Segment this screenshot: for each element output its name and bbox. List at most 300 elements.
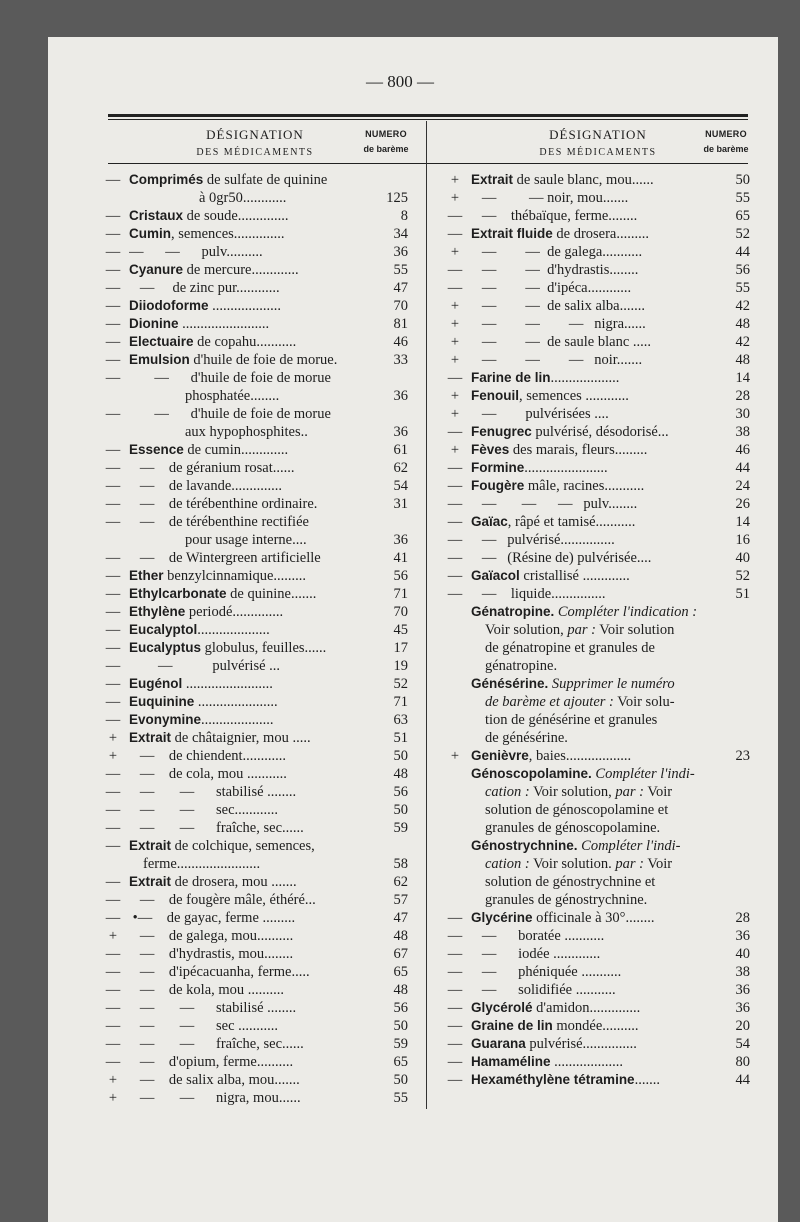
column-divider bbox=[426, 121, 427, 1109]
bareme-number: 36 bbox=[393, 424, 408, 440]
bareme-number: 52 bbox=[393, 676, 408, 692]
dash-marker: — bbox=[105, 910, 121, 926]
entry-detail: — — — noir....... bbox=[471, 352, 643, 368]
entry-detail: ....... bbox=[634, 1072, 660, 1088]
entry-detail: Voir solution. bbox=[529, 856, 616, 872]
dash-marker: — bbox=[105, 622, 121, 638]
entry-line bbox=[103, 171, 408, 189]
bareme-number: 20 bbox=[735, 1018, 750, 1034]
bareme-number: 48 bbox=[393, 982, 408, 998]
dash-marker: — bbox=[447, 1036, 463, 1052]
entry-term: Formine bbox=[471, 460, 525, 475]
dash-marker: — bbox=[105, 658, 121, 674]
entry-term: Electuaire bbox=[129, 334, 194, 349]
entry-term: Extrait bbox=[471, 172, 514, 187]
entry-line bbox=[445, 945, 750, 963]
entry-text bbox=[129, 495, 370, 513]
entry-text bbox=[129, 621, 370, 639]
bareme-number: 38 bbox=[735, 424, 750, 440]
bareme-number: 48 bbox=[393, 766, 408, 782]
entry-line bbox=[445, 891, 750, 909]
entry-line bbox=[445, 693, 750, 711]
entry-text bbox=[129, 999, 370, 1017]
entry-detail: benzylcinnamique......... bbox=[163, 568, 307, 584]
plus-marker: + bbox=[450, 244, 460, 260]
entry-detail: de soude.............. bbox=[183, 208, 289, 224]
bareme-number: 65 bbox=[393, 964, 408, 980]
entry-line bbox=[103, 315, 408, 333]
dash-marker: — bbox=[105, 586, 121, 602]
entry-detail: ....................... bbox=[524, 460, 608, 476]
dash-marker: — bbox=[105, 820, 121, 836]
bareme-number: 28 bbox=[735, 388, 750, 404]
entry-detail: — — pulv.......... bbox=[129, 244, 263, 260]
dash-marker: — bbox=[105, 298, 121, 314]
entry-text bbox=[471, 495, 712, 513]
entry-line bbox=[445, 765, 750, 783]
entry-line bbox=[103, 459, 408, 477]
numero-label: NUMERO bbox=[365, 129, 407, 139]
bareme-number: 36 bbox=[735, 928, 750, 944]
entry-text bbox=[471, 477, 712, 495]
entry-detail: periodé.............. bbox=[185, 604, 284, 620]
entry-line bbox=[103, 261, 408, 279]
bareme-number: 47 bbox=[393, 910, 408, 926]
entry-line bbox=[103, 981, 408, 999]
entry-detail: de sulfate de quinine bbox=[203, 172, 328, 188]
dash-marker: — bbox=[447, 532, 463, 548]
entry-detail: ................... bbox=[550, 370, 620, 386]
bareme-number: 59 bbox=[393, 820, 408, 836]
dash-marker: — bbox=[447, 964, 463, 980]
numero-label: NUMERO bbox=[705, 129, 747, 139]
entry-text bbox=[129, 729, 370, 747]
entry-line bbox=[445, 675, 750, 693]
entry-line bbox=[445, 837, 750, 855]
entry-detail: de génatropine et granules de bbox=[485, 640, 655, 656]
bareme-number: 23 bbox=[735, 748, 750, 764]
entry-text bbox=[471, 603, 750, 621]
dash-marker: — bbox=[447, 586, 463, 602]
entry-line bbox=[445, 783, 750, 801]
entry-term: Fenouil bbox=[471, 388, 519, 403]
entry-text bbox=[129, 1017, 370, 1035]
entry-line bbox=[445, 315, 750, 333]
entry-line bbox=[103, 495, 408, 513]
entry-term: Evonymine bbox=[129, 712, 202, 727]
entry-line bbox=[103, 855, 408, 873]
entry-text bbox=[129, 585, 370, 603]
entry-text bbox=[129, 639, 370, 657]
entry-line bbox=[445, 225, 750, 243]
entry-line bbox=[103, 657, 408, 675]
bareme-number: 36 bbox=[393, 532, 408, 548]
entry-detail: — — de salix alba....... bbox=[471, 298, 645, 314]
entry-line bbox=[445, 801, 750, 819]
entry-text bbox=[471, 999, 712, 1017]
entry-line bbox=[103, 333, 408, 351]
entry-text bbox=[129, 981, 370, 999]
dash-marker: — bbox=[105, 280, 121, 296]
entry-text bbox=[471, 531, 712, 549]
bareme-number: 71 bbox=[393, 586, 408, 602]
entry-line bbox=[445, 531, 750, 549]
dash-marker: — bbox=[105, 550, 121, 566]
entry-line bbox=[103, 945, 408, 963]
plus-marker: + bbox=[108, 730, 118, 746]
entry-detail: Voir solution bbox=[595, 622, 675, 638]
entry-line bbox=[103, 207, 408, 225]
entry-text bbox=[185, 387, 370, 405]
entry-detail: de cumin............. bbox=[183, 442, 289, 458]
entry-line bbox=[445, 297, 750, 315]
plus-marker: + bbox=[450, 748, 460, 764]
dash-marker: — bbox=[447, 478, 463, 494]
entry-text bbox=[129, 819, 370, 837]
entry-detail: — — fraîche, sec...... bbox=[129, 1036, 304, 1052]
entry-detail: — de géranium rosat...... bbox=[129, 460, 295, 476]
plus-marker: + bbox=[108, 1090, 118, 1106]
entry-line bbox=[445, 207, 750, 225]
entry-detail: pulvérisé............... bbox=[525, 1036, 637, 1052]
entry-detail: — pulvérisé ... bbox=[129, 658, 281, 674]
entry-text bbox=[129, 333, 370, 351]
entry-line bbox=[445, 711, 750, 729]
bareme-number: 42 bbox=[735, 298, 750, 314]
entry-text bbox=[471, 297, 712, 315]
entry-detail: .................... bbox=[197, 622, 270, 638]
bareme-number: 44 bbox=[735, 460, 750, 476]
dash-marker: — bbox=[105, 352, 121, 368]
entry-detail: — de zinc pur............ bbox=[129, 280, 280, 296]
entry-text bbox=[129, 837, 408, 855]
bareme-number: 16 bbox=[735, 532, 750, 548]
entry-text bbox=[129, 171, 408, 189]
entry-detail: — (Résine de) pulvérisée.... bbox=[471, 550, 652, 566]
entry-term: Fèves bbox=[471, 442, 510, 457]
entry-line bbox=[103, 297, 408, 315]
bareme-number: 70 bbox=[393, 604, 408, 620]
entry-detail: globulus, feuilles...... bbox=[201, 640, 327, 656]
bareme-number: 52 bbox=[735, 568, 750, 584]
entry-term: Génésérine. bbox=[471, 676, 549, 691]
entry-line bbox=[103, 711, 408, 729]
dash-marker: — bbox=[105, 1036, 121, 1052]
dash-marker: — bbox=[447, 208, 463, 224]
entry-text bbox=[199, 189, 370, 207]
entry-term: Extrait bbox=[129, 838, 172, 853]
entry-detail: — — sec............ bbox=[129, 802, 279, 818]
right-designation-header bbox=[518, 127, 678, 158]
entry-text bbox=[129, 747, 370, 765]
dash-marker: — bbox=[447, 1054, 463, 1070]
dash-marker: — bbox=[105, 874, 121, 890]
entry-text bbox=[129, 891, 370, 909]
dash-marker: — bbox=[105, 370, 121, 386]
entry-detail: — de salix alba, mou....... bbox=[129, 1072, 300, 1088]
dash-marker: — bbox=[105, 334, 121, 350]
bareme-number: 50 bbox=[393, 802, 408, 818]
entry-detail: — de galega, mou.......... bbox=[129, 928, 294, 944]
entry-detail: — d'ipécacuanha, ferme..... bbox=[129, 964, 310, 980]
entry-term: Diiodoforme bbox=[129, 298, 209, 313]
entry-text bbox=[129, 801, 370, 819]
bareme-number: 70 bbox=[393, 298, 408, 314]
entry-line bbox=[103, 819, 408, 837]
entry-line bbox=[445, 585, 750, 603]
entry-line bbox=[445, 261, 750, 279]
entry-detail: pour usage interne.... bbox=[185, 532, 307, 548]
bareme-number: 56 bbox=[393, 1000, 408, 1016]
entry-detail: à 0gr50............ bbox=[199, 190, 287, 206]
bareme-number: 56 bbox=[393, 784, 408, 800]
dash-marker: — bbox=[105, 1054, 121, 1070]
entry-detail: granules de génostrychnine. bbox=[485, 892, 648, 908]
entry-line bbox=[445, 279, 750, 297]
plus-marker: + bbox=[108, 1072, 118, 1088]
dash-marker: — bbox=[105, 1000, 121, 1016]
bareme-number: 44 bbox=[735, 244, 750, 260]
entry-line bbox=[445, 639, 750, 657]
entry-text bbox=[471, 351, 712, 369]
bareme-number: 50 bbox=[393, 1072, 408, 1088]
entry-detail: — d'huile de foie de morue bbox=[129, 370, 331, 386]
entry-text bbox=[129, 549, 370, 567]
entry-line bbox=[445, 477, 750, 495]
bareme-number: 58 bbox=[393, 856, 408, 872]
entry-text bbox=[471, 333, 712, 351]
entry-detail: — de térébenthine ordinaire. bbox=[129, 496, 318, 512]
entry-detail: Supprimer le numéro bbox=[548, 676, 675, 692]
bareme-number: 65 bbox=[393, 1054, 408, 1070]
entry-detail: granules de génoscopolamine. bbox=[485, 820, 661, 836]
entry-detail: , râpé et tamisé........... bbox=[507, 514, 636, 530]
entry-text bbox=[129, 1035, 370, 1053]
bareme-number: 48 bbox=[393, 928, 408, 944]
bareme-number: 36 bbox=[735, 1000, 750, 1016]
entry-line bbox=[103, 801, 408, 819]
bareme-number: 56 bbox=[393, 568, 408, 584]
entry-detail: — — nigra, mou...... bbox=[129, 1090, 301, 1106]
entry-line bbox=[103, 1035, 408, 1053]
bareme-number: 44 bbox=[735, 1072, 750, 1088]
entry-detail: , baies.................. bbox=[528, 748, 632, 764]
entry-detail: phosphatée........ bbox=[185, 388, 280, 404]
entry-detail: , semences ............ bbox=[519, 388, 629, 404]
bareme-number: 51 bbox=[393, 730, 408, 746]
entry-line bbox=[445, 459, 750, 477]
entry-detail: génatropine. bbox=[485, 658, 558, 674]
entry-text bbox=[129, 765, 370, 783]
entry-line bbox=[445, 1017, 750, 1035]
entry-term: Ethylcarbonate bbox=[129, 586, 227, 601]
entry-text bbox=[471, 945, 712, 963]
entry-detail: par : bbox=[567, 622, 596, 638]
bareme-number: 63 bbox=[393, 712, 408, 728]
entry-line bbox=[103, 999, 408, 1017]
dash-marker: — bbox=[447, 514, 463, 530]
entry-text bbox=[471, 909, 712, 927]
entry-text bbox=[129, 477, 370, 495]
entry-line bbox=[445, 981, 750, 999]
entry-line bbox=[103, 621, 408, 639]
entry-line bbox=[103, 585, 408, 603]
entry-detail: solution de génostrychnine et bbox=[485, 874, 656, 890]
dash-marker: — bbox=[105, 982, 121, 998]
entry-detail: d'amidon.............. bbox=[532, 1000, 641, 1016]
bareme-number: 50 bbox=[393, 1018, 408, 1034]
entry-term: Hexaméthylène tétramine bbox=[471, 1072, 635, 1087]
entry-detail: — — sec ........... bbox=[129, 1018, 279, 1034]
entry-detail: d'huile de foie de morue. bbox=[189, 352, 338, 368]
entry-line bbox=[103, 567, 408, 585]
dash-marker: — bbox=[447, 568, 463, 584]
entry-text bbox=[129, 927, 370, 945]
bareme-number: 81 bbox=[393, 316, 408, 332]
entry-term: Euquinine bbox=[129, 694, 195, 709]
entry-text bbox=[129, 1071, 370, 1089]
entry-detail: ................... bbox=[208, 298, 281, 314]
dash-marker: — bbox=[105, 208, 121, 224]
dash-marker: — bbox=[105, 784, 121, 800]
dash-marker: — bbox=[447, 370, 463, 386]
plus-marker: + bbox=[108, 748, 118, 764]
bareme-number: 34 bbox=[393, 226, 408, 242]
entry-line bbox=[103, 387, 408, 405]
entry-detail: de châtaignier, mou ..... bbox=[171, 730, 311, 746]
entry-detail: — de fougère mâle, éthéré... bbox=[129, 892, 316, 908]
dash-marker: — bbox=[105, 226, 121, 242]
entry-term: Eucalyptus bbox=[129, 640, 202, 655]
dash-marker: — bbox=[105, 514, 121, 530]
bareme-number: 19 bbox=[393, 658, 408, 674]
entry-detail: Voir bbox=[644, 856, 673, 872]
entry-detail: — iodée ............. bbox=[471, 946, 601, 962]
dash-marker: — bbox=[105, 892, 121, 908]
entry-detail: — de térébenthine rectifiée bbox=[129, 514, 309, 530]
dash-marker: — bbox=[105, 604, 121, 620]
bareme-number: 36 bbox=[393, 388, 408, 404]
entry-line bbox=[445, 1035, 750, 1053]
entry-term: Hamaméline bbox=[471, 1054, 551, 1069]
entry-text bbox=[471, 927, 712, 945]
dash-marker: — bbox=[105, 244, 121, 260]
entry-detail: — de kola, mou .......... bbox=[129, 982, 285, 998]
entry-detail: de mercure............. bbox=[183, 262, 299, 278]
entry-detail: — d'huile de foie de morue bbox=[129, 406, 331, 422]
entry-detail: — — d'hydrastis........ bbox=[471, 262, 639, 278]
plus-marker: + bbox=[450, 298, 460, 314]
entry-detail: pulvérisé, désodorisé... bbox=[531, 424, 669, 440]
bareme-number: 14 bbox=[735, 514, 750, 530]
entry-term: Eugénol bbox=[129, 676, 183, 691]
entry-line bbox=[103, 405, 408, 423]
entry-line bbox=[445, 549, 750, 567]
entry-detail: de génésérine. bbox=[485, 730, 568, 746]
entry-line bbox=[103, 963, 408, 981]
entry-line bbox=[103, 603, 408, 621]
bareme-number: 8 bbox=[400, 208, 408, 224]
dash-marker: — bbox=[447, 262, 463, 278]
entry-detail: — de lavande.............. bbox=[129, 478, 283, 494]
entry-term: Dionine bbox=[129, 316, 179, 331]
entry-detail: ................... bbox=[550, 1054, 624, 1070]
entry-detail: — — — pulv........ bbox=[471, 496, 638, 512]
entry-term: Gaïac bbox=[471, 514, 508, 529]
entry-text bbox=[471, 567, 712, 585]
bareme-number: 55 bbox=[393, 262, 408, 278]
entry-term: Glycérolé bbox=[471, 1000, 533, 1015]
entry-text bbox=[471, 585, 712, 603]
entry-detail: mondée.......... bbox=[552, 1018, 639, 1034]
bareme-number: 40 bbox=[735, 550, 750, 566]
entry-line bbox=[445, 621, 750, 639]
bareme-number: 51 bbox=[735, 586, 750, 602]
entry-line bbox=[103, 1053, 408, 1071]
entry-line bbox=[445, 963, 750, 981]
entry-text bbox=[485, 891, 750, 909]
entry-line bbox=[103, 477, 408, 495]
entry-line bbox=[103, 243, 408, 261]
entry-detail: — — — nigra...... bbox=[471, 316, 646, 332]
dash-marker: — bbox=[447, 946, 463, 962]
entry-line bbox=[445, 567, 750, 585]
entry-text bbox=[471, 963, 712, 981]
entry-detail: — pulvérisées .... bbox=[471, 406, 609, 422]
bareme-number: 65 bbox=[735, 208, 750, 224]
entry-term: Extrait bbox=[129, 730, 172, 745]
entry-line bbox=[103, 1089, 408, 1107]
entry-line bbox=[103, 423, 408, 441]
entry-term: Fougère bbox=[471, 478, 525, 493]
entry-term: Cristaux bbox=[129, 208, 184, 223]
entry-text bbox=[485, 657, 750, 675]
entry-detail: — d'opium, ferme.......... bbox=[129, 1054, 294, 1070]
entry-text bbox=[471, 747, 712, 765]
entry-detail: — d'hydrastis, mou........ bbox=[129, 946, 294, 962]
entry-line bbox=[445, 747, 750, 765]
bareme-number: 41 bbox=[393, 550, 408, 566]
entry-detail: de quinine....... bbox=[226, 586, 317, 602]
dash-marker: — bbox=[447, 460, 463, 476]
entry-detail: Voir bbox=[644, 784, 673, 800]
dash-marker: — bbox=[105, 838, 121, 854]
entry-detail: — phéniquée ........... bbox=[471, 964, 622, 980]
dash-marker: — bbox=[447, 910, 463, 926]
plus-marker: + bbox=[108, 928, 118, 944]
bareme-number: 48 bbox=[735, 352, 750, 368]
entry-text bbox=[129, 963, 370, 981]
entry-term: Guarana bbox=[471, 1036, 526, 1051]
entry-detail: Voir solu- bbox=[613, 694, 675, 710]
entry-line bbox=[445, 495, 750, 513]
entry-term: Génoscopolamine. bbox=[471, 766, 592, 781]
entry-detail: •— de gayac, ferme ......... bbox=[129, 910, 296, 926]
entry-detail: — pulvérisé............... bbox=[471, 532, 615, 548]
entry-detail: — — stabilisé ........ bbox=[129, 1000, 297, 1016]
entry-detail: .................... bbox=[201, 712, 274, 728]
bareme-number: 54 bbox=[393, 478, 408, 494]
entry-line bbox=[445, 387, 750, 405]
dash-marker: — bbox=[105, 460, 121, 476]
entry-detail: — thébaïque, ferme........ bbox=[471, 208, 638, 224]
dash-marker: — bbox=[105, 676, 121, 692]
entry-line bbox=[445, 999, 750, 1017]
entry-line bbox=[445, 405, 750, 423]
entry-line bbox=[103, 909, 408, 927]
bareme-number: 59 bbox=[393, 1036, 408, 1052]
bareme-number: 46 bbox=[735, 442, 750, 458]
